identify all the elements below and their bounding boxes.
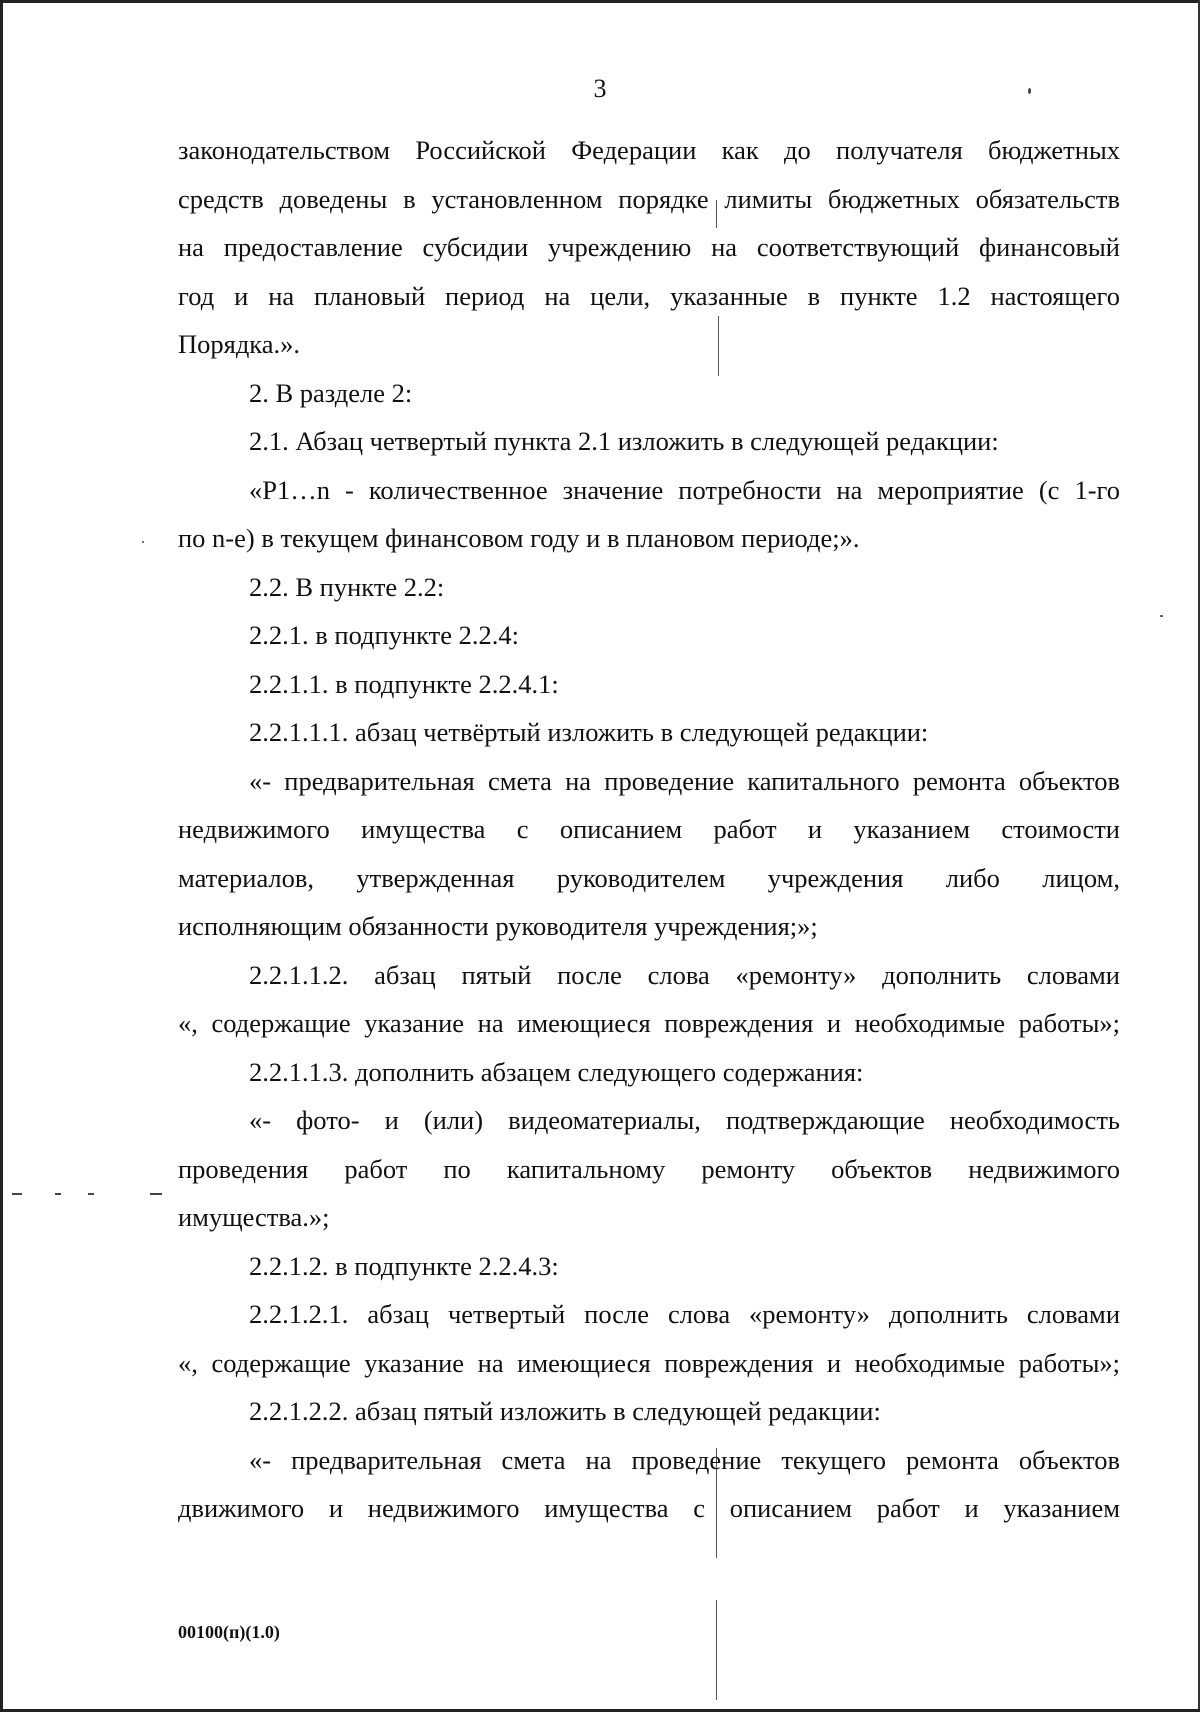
text-line: проведения работ по капитальному ремонту объектов недвижимого bbox=[178, 1153, 1120, 1184]
scan-border-left bbox=[0, 0, 3, 1712]
scan-speck bbox=[88, 1193, 94, 1195]
scan-speck bbox=[150, 1193, 162, 1195]
text-line: 2.2.1.1. в подпункте 2.2.4.1: bbox=[249, 668, 559, 699]
text-line: «P1…n - количественное значение потребности на мероприятие (с 1-го bbox=[249, 474, 1120, 505]
scan-speck bbox=[55, 1193, 61, 1195]
scan-speck bbox=[142, 541, 144, 543]
document-body bbox=[178, 126, 1120, 1533]
text-line: «, содержащие указание на имеющиеся повреждения и необходимые работы»; bbox=[178, 1008, 1120, 1038]
scan-speck bbox=[1160, 615, 1163, 617]
text-line: 2.2.1.2. в подпункте 2.2.4.3: bbox=[249, 1250, 559, 1281]
text-line: «- фото- и (или) видеоматериалы, подтверждающие необходимость bbox=[249, 1105, 1120, 1135]
text-line: «- предварительная смета на проведение капитального ремонта объектов bbox=[249, 765, 1120, 796]
text-line: 2.2.1.2.2. абзац пятый изложить в следующей редакции: bbox=[249, 1396, 881, 1426]
scan-border-top bbox=[0, 0, 1200, 3]
text-line: имущества.»; bbox=[178, 1202, 330, 1232]
text-line: «, содержащие указание на имеющиеся повреждения и необходимые работы»; bbox=[178, 1347, 1120, 1378]
text-line: 2.2. В пункте 2.2: bbox=[249, 571, 445, 602]
page-number: 3 bbox=[593, 74, 607, 103]
text-line: 2.2.1. в подпункте 2.2.4: bbox=[249, 620, 520, 650]
section-heading: 2. В разделе 2: bbox=[249, 377, 413, 408]
text-line: по n-e) в текущем финансовом году и в плановом периоде;». bbox=[178, 523, 860, 553]
text-line: средств доведены в установленном порядке лимиты бюджетных обязательств bbox=[178, 183, 1120, 214]
text-line: 2.2.1.1.1. абзац четвёртый изложить в следующей редакции: bbox=[249, 717, 929, 747]
scan-speck bbox=[12, 1193, 22, 1195]
text-line: недвижимого имущества с описанием работ и указанием стоимости bbox=[178, 814, 1120, 844]
scan-fold-line bbox=[716, 1600, 717, 1700]
document-code: 00100(п)(1.0) bbox=[178, 1622, 280, 1642]
text-line: 2.2.1.2.1. абзац четвертый после слова «ремонту» дополнить словами bbox=[249, 1299, 1120, 1329]
text-line: 2.1. Абзац четвертый пункта 2.1 изложить в следующей редакции: bbox=[249, 426, 999, 456]
text-line: на предоставление субсидии учреждению на соответствующий финансовый bbox=[178, 232, 1120, 262]
text-line: материалов, утвержденная руководителем учреждения либо лицом, bbox=[178, 862, 1120, 893]
text-line: 2.2.1.1.2. абзац пятый после слова «ремонту» дополнить словами bbox=[249, 959, 1120, 990]
text-line: исполняющим обязанности руководителя учреждения;»; bbox=[178, 911, 818, 941]
text-line: год и на плановый период на цели, указанные в пункте 1.2 настоящего bbox=[178, 280, 1120, 311]
text-line: Порядка.». bbox=[178, 329, 301, 359]
text-line: 2.2.1.1.3. дополнить абзацем следующего содержания: bbox=[249, 1056, 864, 1087]
text-line: движимого и недвижимого имущества с описанием работ и указанием bbox=[178, 1493, 1120, 1523]
text-line: законодательством Российской Федерации как до получателя бюджетных bbox=[178, 135, 1120, 165]
text-line: «- предварительная смета на проведение текущего ремонта объектов bbox=[249, 1444, 1120, 1475]
